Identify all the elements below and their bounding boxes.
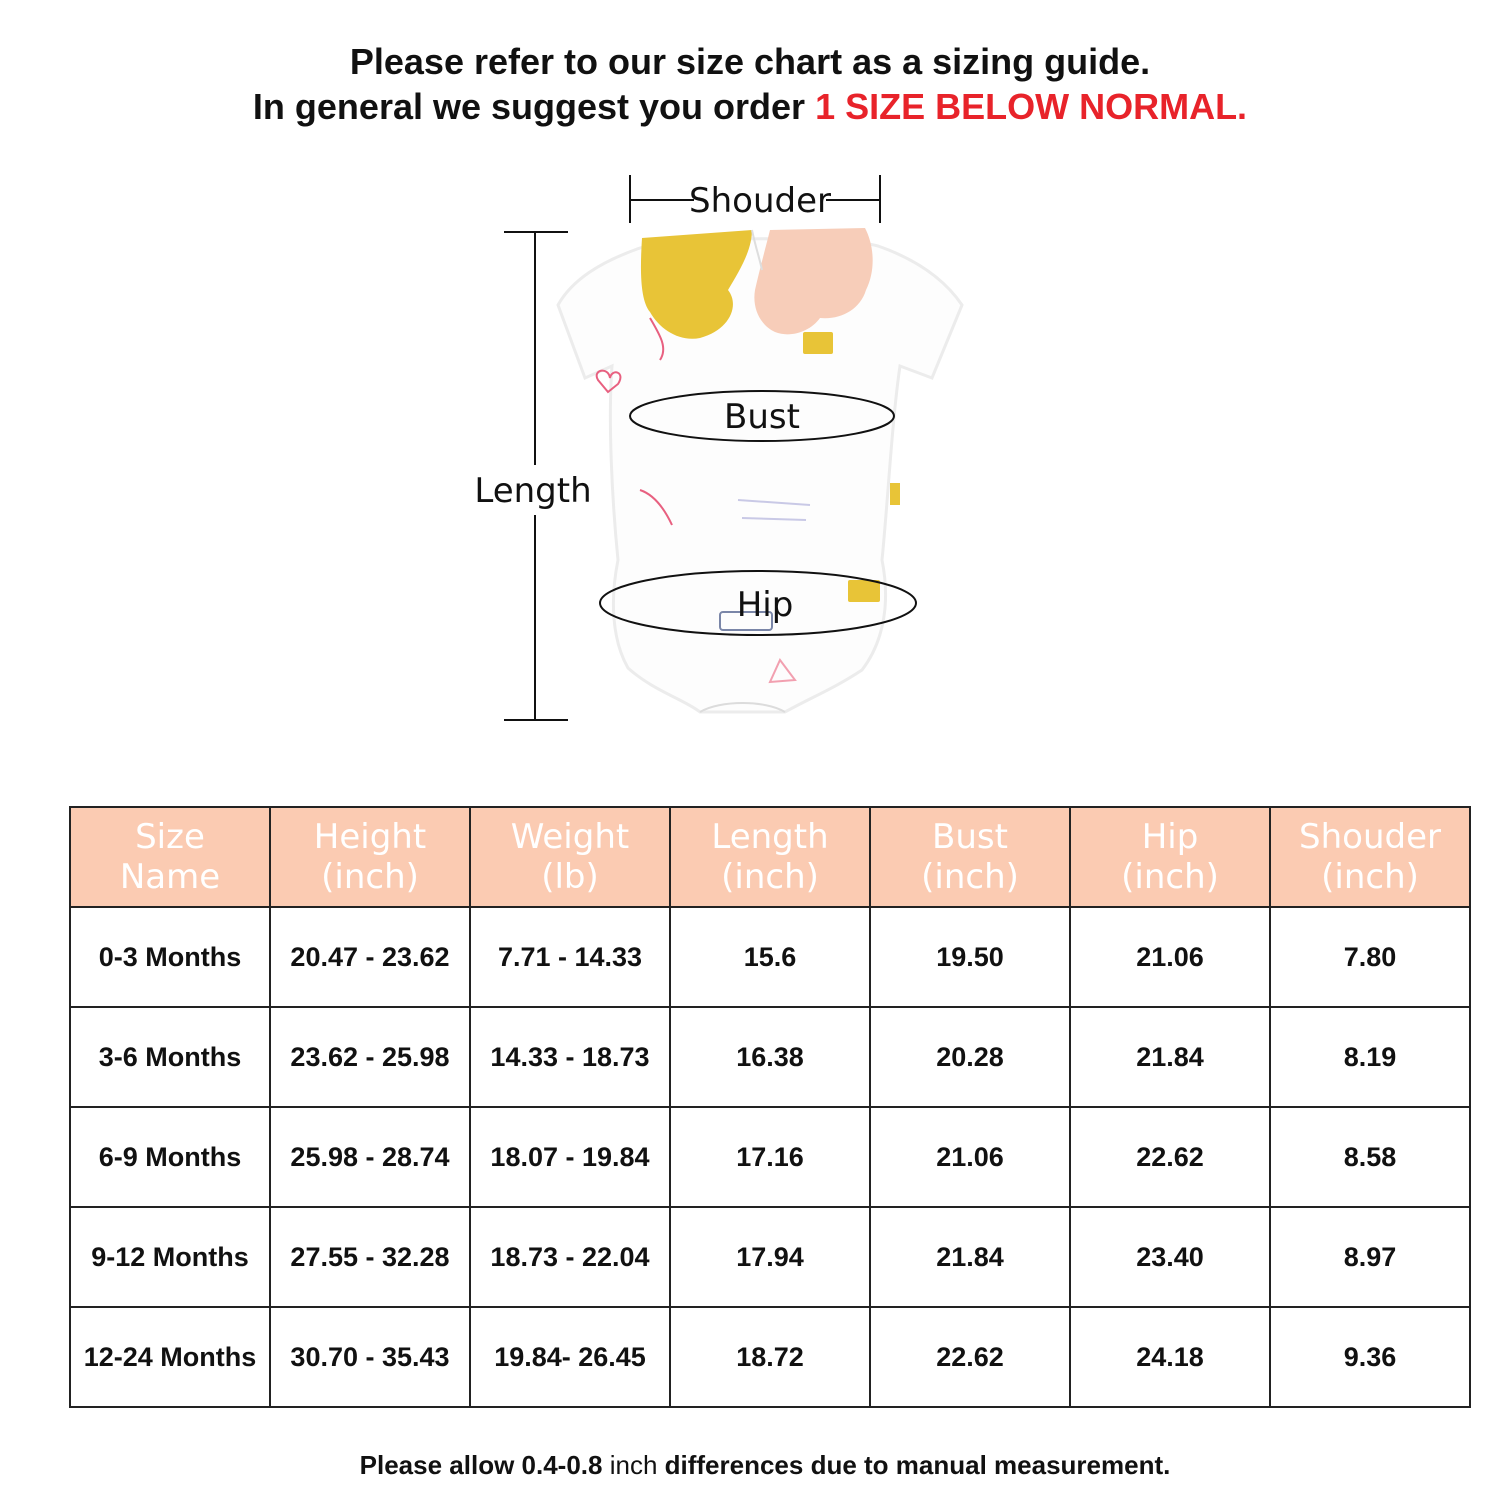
cell-size-name: 3-6 Months	[70, 1007, 270, 1107]
cell-bust: 22.62	[870, 1307, 1070, 1407]
table-row	[70, 907, 1470, 1007]
length-label: Length	[474, 471, 592, 511]
table-header-row	[70, 807, 1470, 907]
footnote-unit: inch	[609, 1450, 658, 1480]
cell-size-name: 0-3 Months	[70, 907, 270, 1007]
cell-height: 30.70 - 35.43	[270, 1307, 470, 1407]
cell-bust: 21.06	[870, 1107, 1070, 1207]
header-size-name: Size Name	[70, 807, 270, 907]
cell-shoulder: 8.97	[1270, 1207, 1470, 1307]
cell-shoulder: 8.58	[1270, 1107, 1470, 1207]
cell-weight: 19.84- 26.45	[470, 1307, 670, 1407]
header-shoulder: Shouder (inch)	[1270, 807, 1470, 907]
cell-height: 20.47 - 23.62	[270, 907, 470, 1007]
cell-hip: 22.62	[1070, 1107, 1270, 1207]
cell-length: 17.94	[670, 1207, 870, 1307]
cell-hip: 23.40	[1070, 1207, 1270, 1307]
cell-shoulder: 7.80	[1270, 907, 1470, 1007]
table-row	[70, 1107, 1470, 1207]
headline-highlight: 1 SIZE BELOW NORMAL.	[815, 86, 1248, 127]
cell-length: 15.6	[670, 907, 870, 1007]
cell-bust: 20.28	[870, 1007, 1070, 1107]
cell-height: 23.62 - 25.98	[270, 1007, 470, 1107]
cell-length: 18.72	[670, 1307, 870, 1407]
hip-label: Hip	[736, 585, 794, 625]
cell-weight: 14.33 - 18.73	[470, 1007, 670, 1107]
headline-line-2-prefix: In general we suggest you order	[252, 86, 816, 127]
cell-weight: 18.07 - 19.84	[470, 1107, 670, 1207]
print-bar-icon	[890, 483, 900, 505]
headline-line-1: Please refer to our size chart as a sizing guide.	[349, 41, 1151, 82]
header-weight: Weight (lb)	[470, 807, 670, 907]
measurement-footnote	[0, 1450, 1500, 1481]
cell-shoulder: 8.19	[1270, 1007, 1470, 1107]
cell-length: 16.38	[670, 1007, 870, 1107]
cell-height: 25.98 - 28.74	[270, 1107, 470, 1207]
cell-length: 17.16	[670, 1107, 870, 1207]
cell-bust: 19.50	[870, 907, 1070, 1007]
header-hip: Hip (inch)	[1070, 807, 1270, 907]
header-height: Height (inch)	[270, 807, 470, 907]
cell-size-name: 9-12 Months	[70, 1207, 270, 1307]
cell-size-name: 6-9 Months	[70, 1107, 270, 1207]
print-camera-icon-2	[848, 580, 880, 602]
cell-hip: 21.06	[1070, 907, 1270, 1007]
shoulder-label: Shouder	[689, 181, 831, 221]
header-bust: Bust (inch)	[870, 807, 1070, 907]
cell-size-name: 12-24 Months	[70, 1307, 270, 1407]
bust-label: Bust	[724, 397, 800, 437]
footnote-prefix: Please allow 0.4-0.8	[359, 1450, 610, 1480]
cell-weight: 7.71 - 14.33	[470, 907, 670, 1007]
cell-bust: 21.84	[870, 1207, 1070, 1307]
footnote-suffix: differences due to manual measurement.	[657, 1450, 1171, 1480]
cell-height: 27.55 - 32.28	[270, 1207, 470, 1307]
shoulder-dimension	[630, 175, 880, 223]
header-length: Length (inch)	[670, 807, 870, 907]
cell-shoulder: 9.36	[1270, 1307, 1470, 1407]
table-row	[70, 1207, 1470, 1307]
cell-weight: 18.73 - 22.04	[470, 1207, 670, 1307]
cell-hip: 21.84	[1070, 1007, 1270, 1107]
table-row	[70, 1007, 1470, 1107]
print-camera-icon	[803, 332, 833, 354]
cell-hip: 24.18	[1070, 1307, 1270, 1407]
size-chart-table	[69, 806, 1471, 1408]
table-row	[70, 1307, 1470, 1407]
